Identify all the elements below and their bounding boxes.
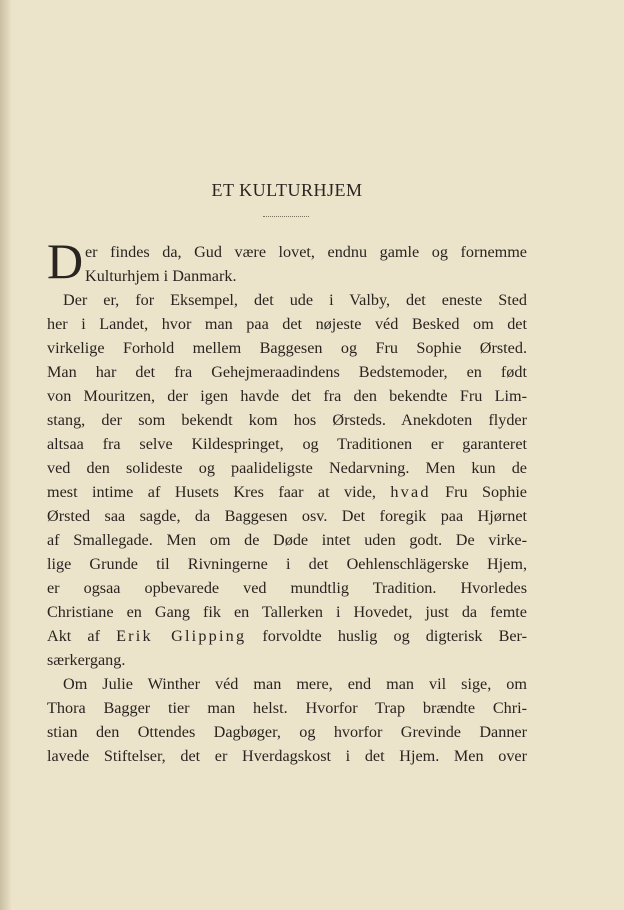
text-line: her i Landet, hvor man paa det nøjeste véd Besked om det [47,315,527,333]
chapter-title: ET KULTURHJEM [211,180,363,200]
text-line: Man har det fra Gehejmeraadindens Bedstemoder, en født [47,363,527,381]
text-line: Om Julie Winther véd man mere, end man vil sige, om [63,675,527,693]
page-gutter-shadow [0,0,12,910]
text-line: Kulturhjem i Danmark. [85,267,237,285]
text-line: er ogsaa opbevarede ved mundtlig Tradition. Hvorledes [47,579,527,597]
text-line: Der er, for Eksempel, det ude i Valby, det eneste Sted [63,291,527,309]
text-line: lavede Stiftelser, det er Hverdagskost i det Hjem. Men over [47,747,527,765]
text-line: er findes da, Gud være lovet, endnu gamle og fornemme [85,243,527,261]
text-line: mest intime af Husets Kres faar at vide, hvad Fru Sophie [47,483,527,501]
text-line: altsaa fra selve Kildespringet, og Traditionen er garanteret [47,435,527,453]
text-line: lige Grunde til Rivningerne i det Oehlenschlägerske Hjem, [47,555,527,573]
text-line: stian den Ottendes Dagbøger, og hvorfor Grevinde Danner [47,723,527,741]
text-line: Christiane en Gang fik en Tallerken i Hovedet, just da femte [47,603,527,621]
title-divider [263,216,309,217]
drop-cap: D [47,233,84,289]
text-line: von Mouritzen, der igen havde det fra den bekendte Fru Lim- [47,387,527,405]
emphasis-text: Erik Glipping [116,627,247,645]
text-line: Ørsted saa sagde, da Baggesen osv. Det foregik paa Hjørnet [47,507,527,525]
text-line: Akt af Erik Glipping forvoldte huslig og digterisk Ber- [47,627,528,645]
text-line: virkelige Forhold mellem Baggesen og Fru Sophie Ørsted. [47,339,527,357]
text-line: stang, der som bekendt kom hos Ørsteds. Anekdoten flyder [47,411,527,429]
text-line: Thora Bagger tier man helst. Hvorfor Trap brændte Chri- [47,699,527,717]
text-line: af Smallegade. Men om de Døde intet uden godt. De virke- [47,531,527,549]
text-line: ved den solideste og paalideligste Nedarvning. Men kun de [47,459,527,477]
text-line: særkergang. [47,651,126,669]
emphasis-text: hvad [390,483,431,501]
